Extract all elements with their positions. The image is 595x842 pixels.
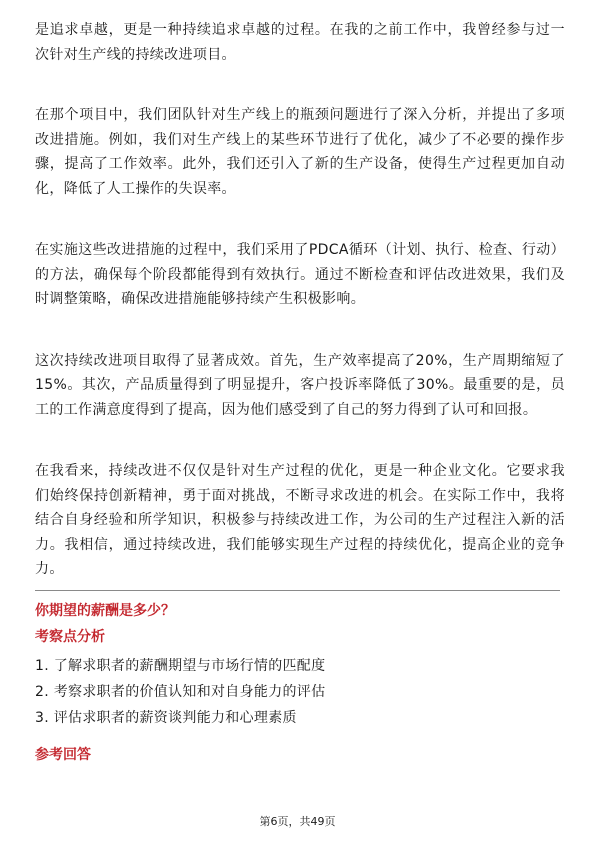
answer-heading: 参考回答	[35, 746, 91, 763]
list-item: 3. 评估求职者的薪资谈判能力和心理素质	[35, 709, 297, 726]
paragraph-project-analysis: 在那个项目中，我们团队针对生产线上的瓶颈问题进行了深入分析，并提出了多项改进措施。例如，我们对生产线上的某些环节进行了优化，减少了不必要的操作步骤，提高了工作效率。此外，我们还引入了新的生产设备，使得生产过程更加自动化，降低了人工操作的失误率。	[35, 107, 565, 197]
list-item: 2. 考察求职者的价值认知和对自身能力的评估	[35, 683, 326, 700]
analysis-list	[35, 653, 565, 731]
paragraph-conclusion: 在我看来，持续改进不仅仅是针对生产过程的优化，更是一种企业文化。它要求我们始终保持创新精神，勇于面对挑战，不断寻求改进的机会。在实际工作中，我将结合自身经验和所学知识，积极参与持续改进工作，为公司的生产过程注入新的活力。我相信，通过持续改进，我们能够实现生产过程的持续优化，提高企业的竞争力。	[35, 463, 565, 577]
paragraph-continuation: 是追求卓越，更是一种持续追求卓越的过程。在我的之前工作中，我曾经参与过一次针对生产线的持续改进项目。	[35, 22, 565, 63]
page-content	[35, 18, 565, 771]
analysis-heading: 考察点分析	[35, 628, 105, 645]
paragraph-results: 这次持续改进项目取得了显著成效。首先，生产效率提高了20%，生产周期缩短了15%。其次，产品质量得到了明显提升，客户投诉率降低了30%。最重要的是，员工的工作满意度得到了提高，因为他们感受到了自己的努力得到了认可和回报。	[35, 352, 565, 418]
question-title: 你期望的薪酬是多少？	[35, 602, 175, 619]
paragraph-pdca-method: 在实施这些改进措施的过程中，我们采用了PDCA循环（计划、执行、检查、行动）的方法，确保每个阶段都能得到有效执行。通过不断检查和评估改进效果，我们及时调整策略，确保改进措施能够持续产生积极影响。	[35, 242, 565, 307]
page-footer: 第6页，共49页	[259, 815, 336, 828]
section-divider	[35, 590, 560, 591]
list-item: 1. 了解求职者的薪酬期望与市场行情的匹配度	[35, 657, 326, 674]
